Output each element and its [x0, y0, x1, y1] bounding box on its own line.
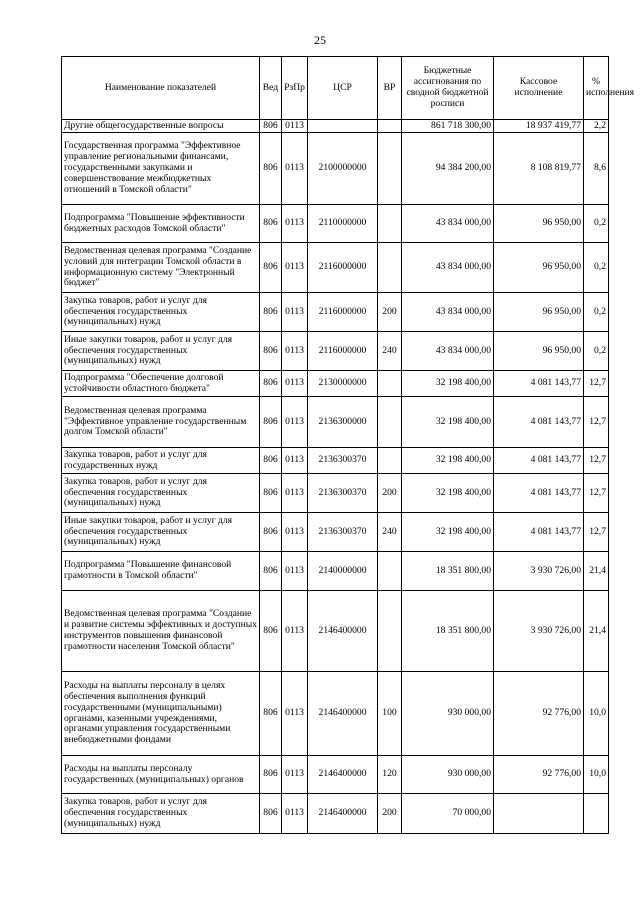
cell-budget: 43 834 000,00 — [402, 293, 494, 332]
cell-ved: 806 — [260, 205, 282, 243]
cell-name: Расходы на выплаты персоналу в целях обеспечения выполнения функций государственными (муниципальными) органами, казенными учреждениями, органами управления государственными внебюджетными фондами — [62, 672, 260, 756]
cell-cash: 92 776,00 — [494, 672, 584, 756]
cell-cash: 18 937 419,77 — [494, 120, 584, 133]
table-row — [62, 448, 609, 474]
cell-csr: 2146400000 — [308, 794, 378, 834]
cell-csr: 2100000000 — [308, 133, 378, 205]
table-row — [62, 552, 609, 591]
cell-cash: 4 081 143,77 — [494, 371, 584, 397]
cell-name: Подпрограмма "Обеспечение долговой устойчивости областного бюджета" — [62, 371, 260, 397]
cell-percent: 21,4 — [584, 552, 609, 591]
cell-rzpr: 0113 — [282, 672, 308, 756]
cell-percent: 12,7 — [584, 513, 609, 552]
cell-rzpr: 0113 — [282, 756, 308, 794]
cell-percent: 2,2 — [584, 120, 609, 133]
cell-rzpr: 0113 — [282, 332, 308, 371]
cell-rzpr: 0113 — [282, 397, 308, 448]
cell-budget: 43 834 000,00 — [402, 205, 494, 243]
table-row — [62, 243, 609, 293]
cell-percent: 10,0 — [584, 756, 609, 794]
cell-budget: 930 000,00 — [402, 672, 494, 756]
cell-budget: 18 351 800,00 — [402, 591, 494, 672]
cell-budget: 43 834 000,00 — [402, 243, 494, 293]
cell-cash: 4 081 143,77 — [494, 474, 584, 513]
cell-rzpr: 0113 — [282, 474, 308, 513]
cell-csr: 2116000000 — [308, 293, 378, 332]
cell-vr — [378, 552, 402, 591]
cell-rzpr: 0113 — [282, 371, 308, 397]
cell-budget: 18 351 800,00 — [402, 552, 494, 591]
cell-percent: 12,7 — [584, 397, 609, 448]
cell-ved: 806 — [260, 293, 282, 332]
cell-vr — [378, 397, 402, 448]
cell-name: Закупка товаров, работ и услуг для обеспечения государственных (муниципальных) нужд — [62, 794, 260, 834]
table-row — [62, 756, 609, 794]
cell-vr: 240 — [378, 513, 402, 552]
cell-name: Закупка товаров, работ и услуг для государственных нужд — [62, 448, 260, 474]
cell-percent — [584, 794, 609, 834]
cell-ved: 806 — [260, 591, 282, 672]
cell-percent: 0,2 — [584, 332, 609, 371]
cell-ved: 806 — [260, 552, 282, 591]
cell-csr: 2116000000 — [308, 332, 378, 371]
cell-cash: 4 081 143,77 — [494, 448, 584, 474]
cell-budget: 43 834 000,00 — [402, 332, 494, 371]
cell-name: Другие общегосударственные вопросы — [62, 120, 260, 133]
cell-ved: 806 — [260, 794, 282, 834]
cell-rzpr: 0113 — [282, 552, 308, 591]
cell-vr: 200 — [378, 474, 402, 513]
table-row — [62, 371, 609, 397]
cell-csr — [308, 120, 378, 133]
cell-rzpr: 0113 — [282, 293, 308, 332]
cell-rzpr: 0113 — [282, 591, 308, 672]
cell-csr: 2136300000 — [308, 397, 378, 448]
cell-cash: 4 081 143,77 — [494, 513, 584, 552]
cell-percent: 0,2 — [584, 293, 609, 332]
cell-vr — [378, 591, 402, 672]
cell-csr: 2110000000 — [308, 205, 378, 243]
cell-cash: 3 930 726,00 — [494, 591, 584, 672]
table-row — [62, 794, 609, 834]
cell-cash: 3 930 726,00 — [494, 552, 584, 591]
cell-percent: 0,2 — [584, 205, 609, 243]
cell-cash: 96 950,00 — [494, 332, 584, 371]
cell-csr: 2140000000 — [308, 552, 378, 591]
cell-name: Подпрограмма "Повышение эффективности бюджетных расходов Томской области" — [62, 205, 260, 243]
cell-budget: 930 000,00 — [402, 756, 494, 794]
cell-name: Иные закупки товаров, работ и услуг для обеспечения государственных (муниципальных) нужд — [62, 332, 260, 371]
cell-vr: 240 — [378, 332, 402, 371]
table-row — [62, 133, 609, 205]
cell-rzpr: 0113 — [282, 513, 308, 552]
cell-vr: 200 — [378, 293, 402, 332]
cell-name: Государственная программа "Эффективное управление региональными финансами, государственными закупками и совершенствование межбюджетных отношений в Томской области" — [62, 133, 260, 205]
table-row — [62, 591, 609, 672]
cell-percent: 12,7 — [584, 474, 609, 513]
cell-ved: 806 — [260, 133, 282, 205]
cell-vr — [378, 120, 402, 133]
cell-name: Ведомственная целевая программа "Создание и развитие системы эффективных и доступных инструментов повышения финансовой грамотности населения Томской области" — [62, 591, 260, 672]
cell-ved: 806 — [260, 756, 282, 794]
cell-budget: 861 718 300,00 — [402, 120, 494, 133]
table-row — [62, 672, 609, 756]
table-row — [62, 513, 609, 552]
cell-vr: 200 — [378, 794, 402, 834]
cell-ved: 806 — [260, 397, 282, 448]
cell-vr — [378, 448, 402, 474]
header-row — [62, 57, 609, 120]
cell-rzpr: 0113 — [282, 205, 308, 243]
cell-csr: 2130000000 — [308, 371, 378, 397]
cell-rzpr: 0113 — [282, 120, 308, 133]
cell-percent: 21,4 — [584, 591, 609, 672]
cell-budget: 70 000,00 — [402, 794, 494, 834]
budget-table — [61, 56, 635, 834]
cell-name: Закупка товаров, работ и услуг для обеспечения государственных (муниципальных) нужд — [62, 293, 260, 332]
cell-cash: 92 776,00 — [494, 756, 584, 794]
cell-csr: 2146400000 — [308, 756, 378, 794]
cell-ved: 806 — [260, 672, 282, 756]
cell-budget: 32 198 400,00 — [402, 513, 494, 552]
cell-ved: 806 — [260, 513, 282, 552]
cell-rzpr: 0113 — [282, 243, 308, 293]
cell-ved: 806 — [260, 371, 282, 397]
cell-budget: 32 198 400,00 — [402, 474, 494, 513]
cell-ved: 806 — [260, 474, 282, 513]
cell-ved: 806 — [260, 448, 282, 474]
table-row — [62, 120, 609, 133]
cell-vr: 100 — [378, 672, 402, 756]
table-row — [62, 293, 609, 332]
header-vr: ВР — [378, 57, 402, 120]
cell-percent: 12,7 — [584, 371, 609, 397]
cell-rzpr: 0113 — [282, 794, 308, 834]
cell-name: Ведомственная целевая программа "Создание условий для интеграции Томской области в информационную систему "Электронный бюджет" — [62, 243, 260, 293]
table-row — [62, 205, 609, 243]
cell-cash — [494, 794, 584, 834]
cell-ved: 806 — [260, 332, 282, 371]
cell-ved: 806 — [260, 243, 282, 293]
cell-name: Закупка товаров, работ и услуг для обеспечения государственных (муниципальных) нужд — [62, 474, 260, 513]
cell-vr — [378, 205, 402, 243]
header-csr: ЦСР — [308, 57, 378, 120]
cell-vr: 120 — [378, 756, 402, 794]
cell-percent: 12,7 — [584, 448, 609, 474]
cell-budget: 94 384 200,00 — [402, 133, 494, 205]
cell-budget: 32 198 400,00 — [402, 371, 494, 397]
cell-rzpr: 0113 — [282, 133, 308, 205]
cell-csr: 2136300370 — [308, 513, 378, 552]
cell-csr: 2146400000 — [308, 672, 378, 756]
cell-percent: 0,2 — [584, 243, 609, 293]
cell-vr — [378, 243, 402, 293]
cell-budget: 32 198 400,00 — [402, 397, 494, 448]
cell-name: Расходы на выплаты персоналу государственных (муниципальных) органов — [62, 756, 260, 794]
cell-vr — [378, 371, 402, 397]
cell-name: Ведомственная целевая программа "Эффективное управление государственным долгом Томской области" — [62, 397, 260, 448]
cell-cash: 96 950,00 — [494, 293, 584, 332]
cell-ved: 806 — [260, 120, 282, 133]
cell-cash: 8 108 819,77 — [494, 133, 584, 205]
header-percent: % исполнения — [584, 57, 609, 120]
cell-csr: 2136300370 — [308, 474, 378, 513]
cell-csr: 2146400000 — [308, 591, 378, 672]
page-number: 25 — [314, 33, 326, 47]
table-row — [62, 397, 609, 448]
header-rzpr: РзПр — [282, 57, 308, 120]
cell-name: Иные закупки товаров, работ и услуг для обеспечения государственных (муниципальных) нужд — [62, 513, 260, 552]
cell-csr: 2136300370 — [308, 448, 378, 474]
cell-rzpr: 0113 — [282, 448, 308, 474]
cell-cash: 96 950,00 — [494, 205, 584, 243]
cell-percent: 10,0 — [584, 672, 609, 756]
cell-cash: 96 950,00 — [494, 243, 584, 293]
header-budget: Бюджетные ассигнования по сводной бюджетной росписи — [402, 57, 494, 120]
cell-csr: 2116000000 — [308, 243, 378, 293]
header-name: Наименование показателей — [62, 57, 260, 120]
header-ved: Вед — [260, 57, 282, 120]
cell-cash: 4 081 143,77 — [494, 397, 584, 448]
header-cash: Кассовое исполнение — [494, 57, 584, 120]
table-row — [62, 332, 609, 371]
table-row — [62, 474, 609, 513]
cell-budget: 32 198 400,00 — [402, 448, 494, 474]
cell-name: Подпрограмма "Повышение финансовой грамотности в Томской области" — [62, 552, 260, 591]
cell-vr — [378, 133, 402, 205]
cell-percent: 8,6 — [584, 133, 609, 205]
